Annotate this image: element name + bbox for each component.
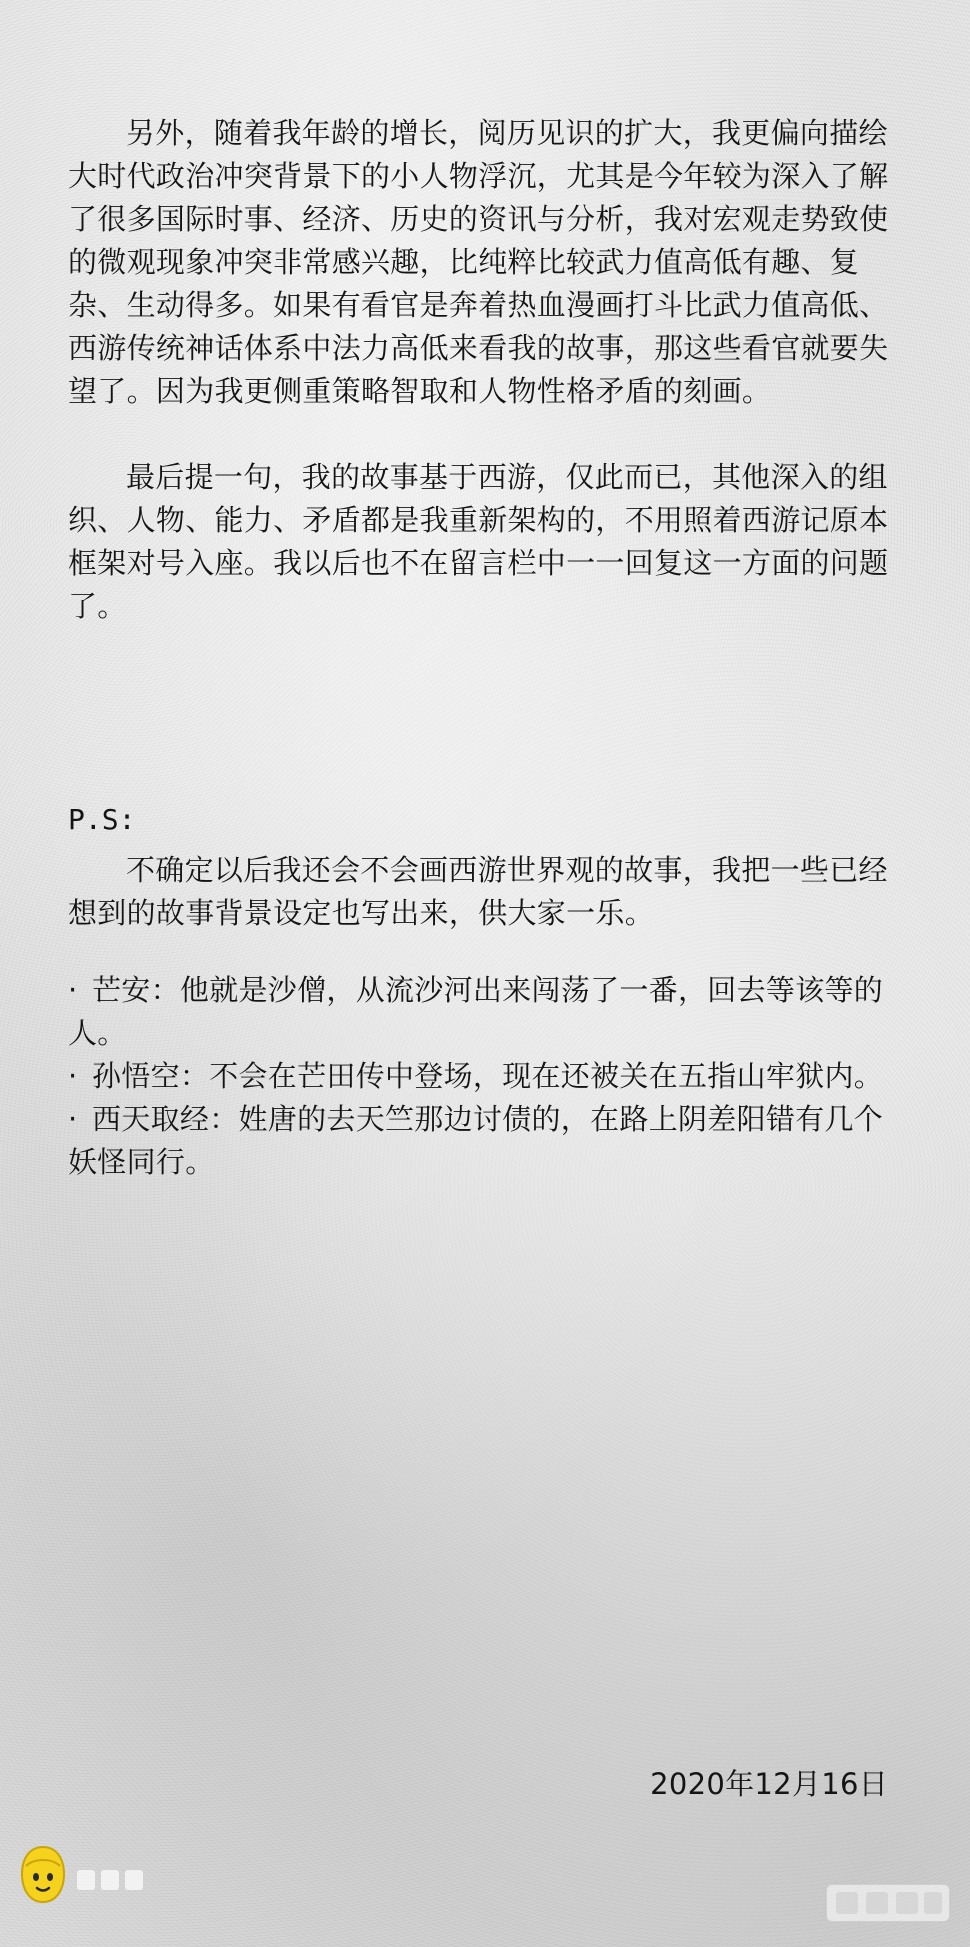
site-watermark-icon	[824, 1880, 952, 1926]
ps-label: P.S:	[68, 803, 136, 836]
list-item-text: 芒安：他就是沙僧，从流沙河出来闯荡了一番，回去等该等的人。	[68, 973, 884, 1050]
paragraph-ps-intro: 不确定以后我还会不会画西游世界观的故事，我把一些已经想到的故事背景设定也写出来，供大家一乐。	[68, 853, 888, 930]
letter-body	[68, 112, 898, 1184]
list-item	[68, 969, 898, 1055]
logo-wordmark-icon	[75, 1866, 155, 1900]
bullet-marker: ·	[68, 1102, 78, 1136]
list-item-text: 西天取经：姓唐的去天竺那边讨债的，在路上阴差阳错有几个妖怪同行。	[68, 1102, 884, 1179]
list-item	[68, 1098, 898, 1184]
paragraph-final-note: 最后提一句，我的故事基于西游，仅此而已，其他深入的组织、人物、能力、矛盾都是我重新架构的，不用照着西游记原本框架对号入座。我以后也不在留言栏中一一回复这一方面的问题了。	[68, 460, 889, 623]
bullet-marker: ·	[68, 973, 78, 1007]
signature-date: 2020年12月16日	[650, 1767, 888, 1801]
list-item	[68, 1055, 898, 1098]
bullet-marker: ·	[68, 1059, 78, 1093]
paragraph-perspective: 另外，随着我年龄的增长，阅历见识的扩大，我更偏向描绘大时代政治冲突背景下的小人物浮沉，尤其是今年较为深入了解了很多国际时事、经济、历史的资讯与分析，我对宏观走势致使的微观现象冲突非常感兴趣，比纯粹比较武力值高低有趣、复杂、生动得多。如果有看官是奔着热血漫画打斗比武力值高低、西游传统神话体系中法力高低来看我的故事，那这些看官就要失望了。因为我更侧重策略智取和人物性格矛盾的刻画。	[68, 116, 889, 408]
list-item-text: 孙悟空：不会在芒田传中登场，现在还被关在五指山牢狱内。	[92, 1059, 884, 1093]
yellow-mascot-icon	[18, 1844, 68, 1906]
setting-list	[68, 969, 898, 1184]
